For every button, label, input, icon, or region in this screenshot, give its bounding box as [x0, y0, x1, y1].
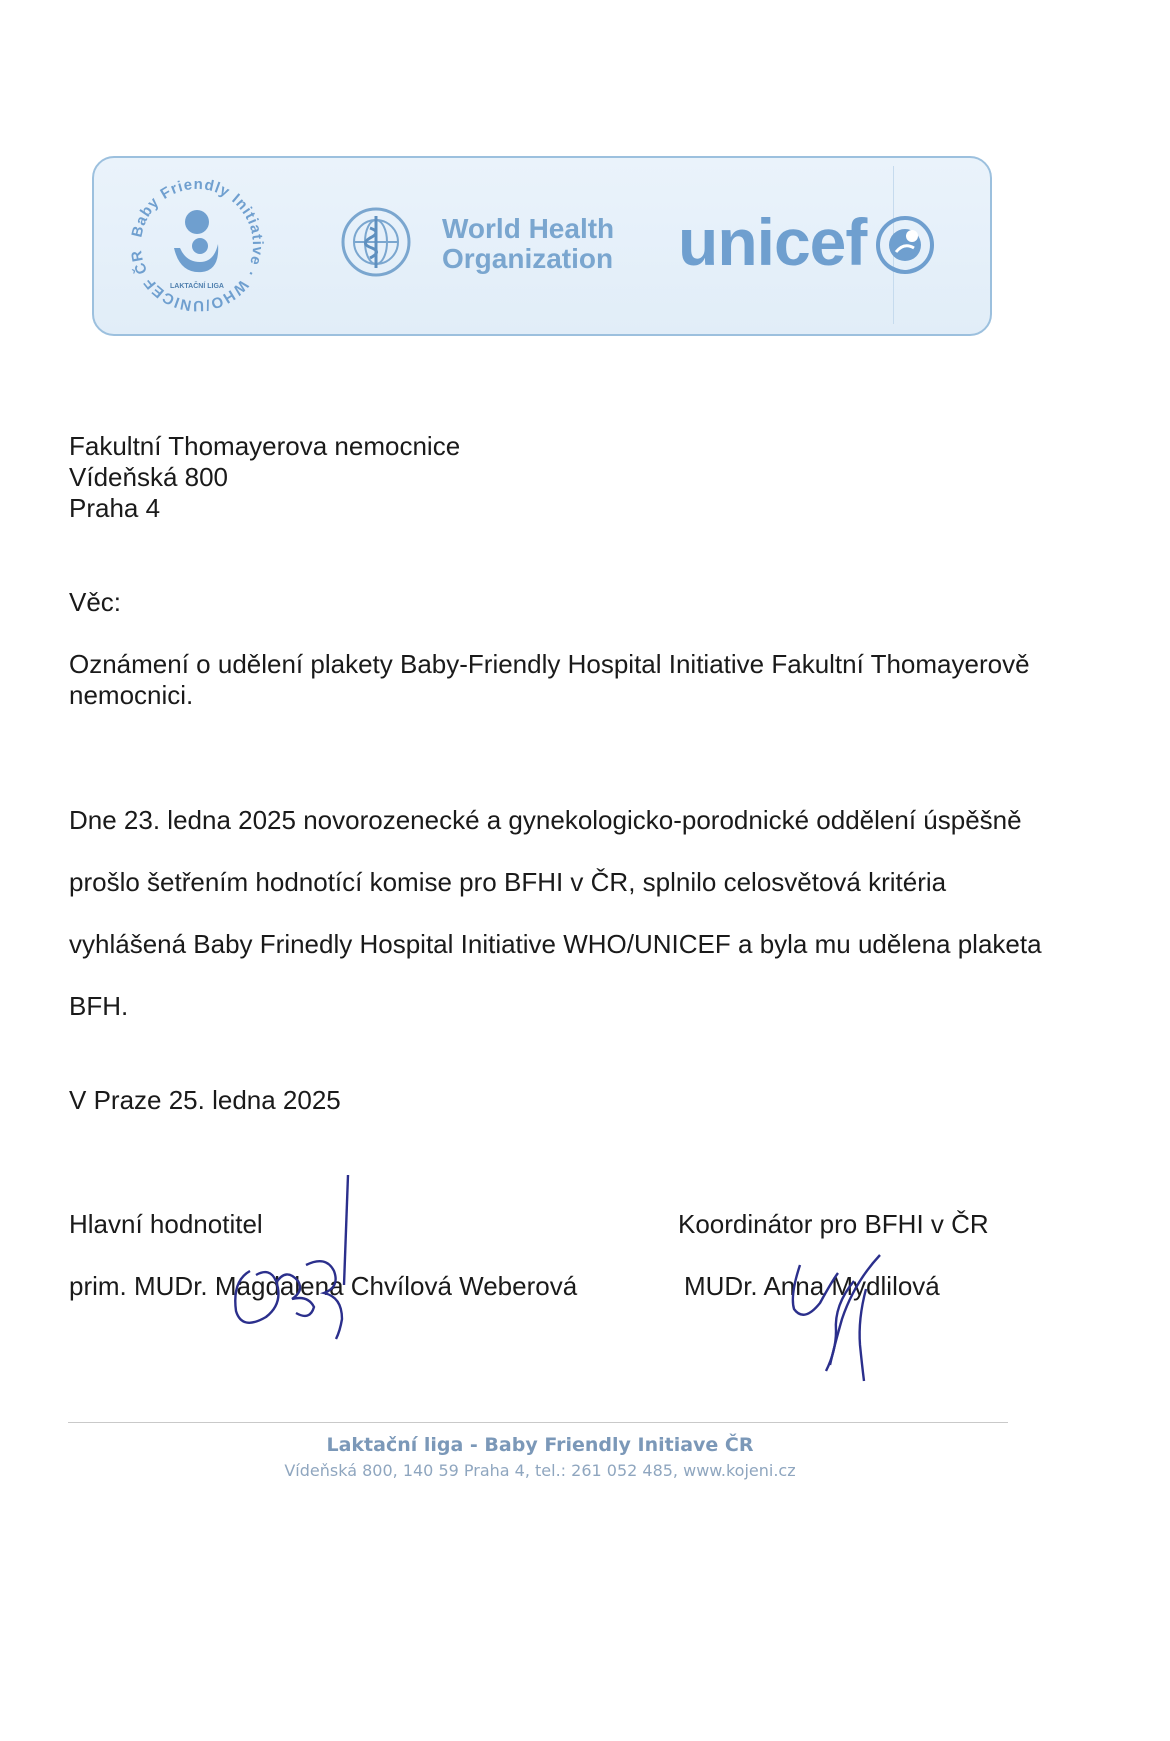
unicef-wordmark: unicef [678, 205, 867, 279]
bfhi-seal-icon [122, 170, 272, 320]
left-signatory-name: prim. MUDr. Magdalena Chvílová Weberová [69, 1271, 578, 1301]
who-line2: Organization [442, 243, 614, 274]
body-line-3: vyhlášená Baby Frinedly Hospital Initiative WHO/UNICEF a byla mu udělena plaketa [69, 929, 1042, 959]
recipient-street: Vídeňská 800 [69, 462, 229, 492]
who-emblem-icon [340, 206, 412, 278]
footer-divider [68, 1422, 1008, 1423]
right-signatory-role: Koordinátor pro BFHI v ČR [678, 1209, 989, 1239]
who-wordmark [442, 214, 614, 274]
body-line-1: Dne 23. ledna 2025 novorozenecké a gynekologicko-porodnické oddělení úspěšně [69, 805, 1022, 835]
unicef-emblem-icon [874, 214, 936, 276]
footer-organization: Laktační liga - Baby Friendly Initiave ČR [326, 1434, 754, 1456]
right-signatory-name: MUDr. Anna Mydlilová [684, 1271, 940, 1301]
footer-contact: Vídeňská 800, 140 59 Praha 4, tel.: 261 052 485, www.kojeni.cz [284, 1461, 796, 1480]
svg-text:Baby Friendly Initiative · WHO: Baby Friendly Initiative · WHO/UNICEF ČR [128, 175, 267, 315]
date-line: V Praze 25. ledna 2025 [69, 1085, 341, 1115]
header-banner [92, 156, 992, 336]
body-line-2: prošlo šetřením hodnotící komise pro BFHI v ČR, splnilo celosvětová kritéria [69, 867, 947, 897]
left-handwritten-signature [210, 1165, 370, 1345]
subject-text: Oznámení o udělení plakety Baby-Friendly Hospital Initiative Fakultní Thomayerově nemocnici. [69, 649, 1030, 710]
bfhi-inner-text: LAKTAČNÍ LIGA [170, 283, 224, 290]
recipient-city: Praha 4 [69, 493, 161, 523]
who-line1: World Health [442, 213, 615, 244]
body-line-4: BFH. [69, 991, 129, 1021]
left-signatory-role: Hlavní hodnotitel [69, 1209, 263, 1239]
subject-label: Věc: [69, 587, 122, 617]
recipient-name: Fakultní Thomayerova nemocnice [69, 431, 461, 461]
right-handwritten-signature [770, 1245, 910, 1385]
